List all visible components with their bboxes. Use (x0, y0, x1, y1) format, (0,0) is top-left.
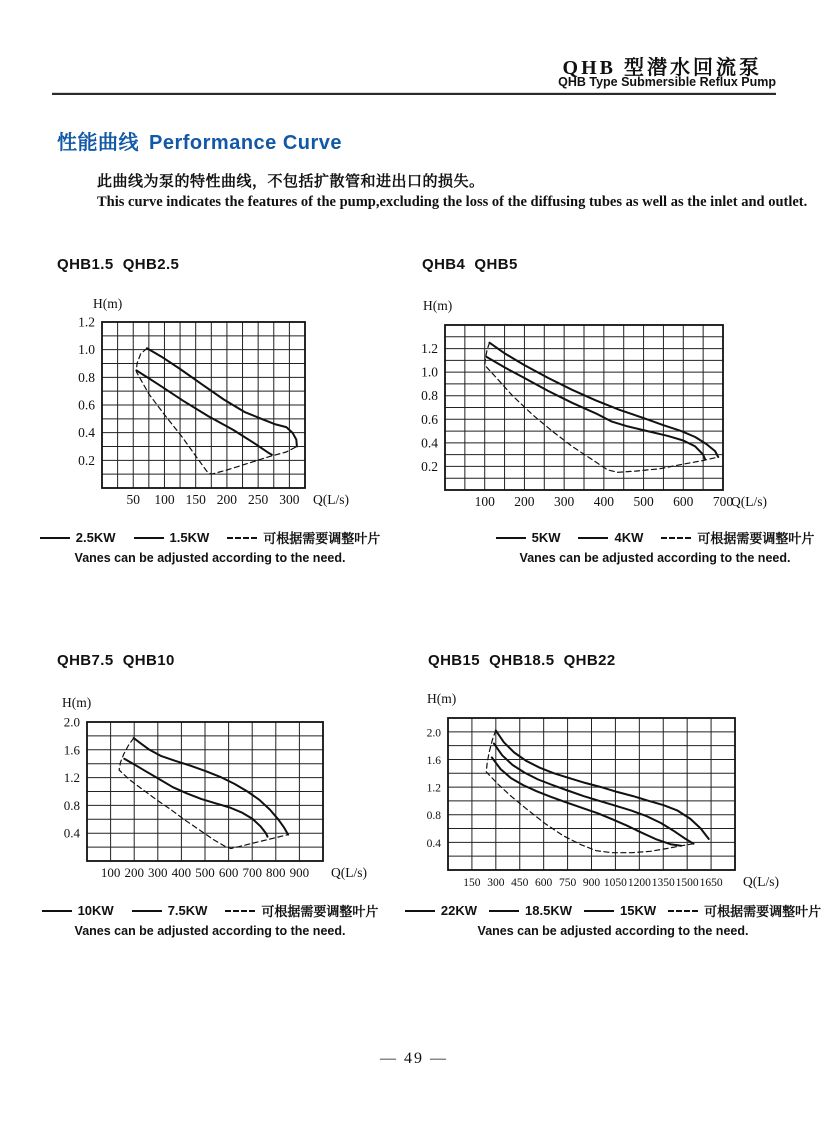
intro-text-en: This curve indicates the features of the pump,excluding the loss of the diffusing tubes as well as the inlet and outlet. (97, 194, 808, 210)
legend-qhb15-18-5-22 (408, 901, 822, 938)
dashed-line-sample (668, 910, 698, 912)
legend-row (485, 528, 825, 547)
legend-row (35, 901, 385, 920)
legend-qhb1-5-2-5 (40, 528, 380, 565)
svg-text:100: 100 (154, 492, 175, 507)
svg-text:H(m): H(m) (427, 691, 457, 706)
svg-text:0.6: 0.6 (78, 397, 95, 413)
solid-line-sample (134, 537, 164, 539)
svg-text:0.4: 0.4 (78, 425, 95, 441)
svg-text:2.0: 2.0 (426, 727, 441, 740)
legend-item (134, 530, 210, 545)
svg-text:800: 800 (266, 865, 286, 880)
legend-label: 5KW (531, 530, 561, 545)
svg-text:600: 600 (218, 865, 239, 880)
legend-item (227, 528, 380, 547)
legend-item (496, 530, 561, 545)
legend-note: Vanes can be adjusted according to the need. (477, 924, 749, 938)
svg-text:200: 200 (514, 494, 535, 509)
header-title-zh: QHB 型潜水回流泵 (562, 57, 762, 79)
svg-text:500: 500 (633, 494, 654, 509)
svg-text:1050: 1050 (603, 877, 627, 889)
svg-text:Q(L/s): Q(L/s) (313, 492, 349, 507)
legend-item (40, 530, 116, 545)
legend-label: 可根据需要调整叶片 (697, 531, 815, 546)
svg-text:500: 500 (195, 865, 215, 880)
legend-label: 可根据需要调整叶片 (704, 904, 822, 919)
svg-text:700: 700 (712, 494, 734, 509)
legend-item (668, 901, 821, 920)
svg-text:1.6: 1.6 (426, 754, 441, 767)
legend-item (661, 528, 814, 547)
legend-label: 22KW (440, 903, 478, 918)
performance-chart-qhb7-5-10 (50, 685, 390, 885)
dashed-line-sample (225, 910, 255, 912)
solid-line-sample (578, 537, 608, 539)
svg-text:H(m): H(m) (62, 695, 92, 710)
svg-text:300: 300 (148, 865, 168, 880)
chart-title-qhb4-5: QHB4 QHB5 (422, 256, 518, 273)
legend-note: Vanes can be adjusted according to the need. (74, 924, 346, 938)
svg-text:100: 100 (474, 494, 495, 509)
performance-chart-qhb1-5-2-5 (55, 288, 365, 513)
legend-qhb7-5-10 (35, 901, 385, 938)
svg-text:300: 300 (279, 492, 300, 507)
svg-text:1.0: 1.0 (421, 364, 438, 380)
svg-text:0.8: 0.8 (63, 797, 80, 813)
legend-label: 15KW (619, 903, 657, 918)
legend-label: 1.5KW (169, 530, 210, 545)
svg-text:600: 600 (535, 877, 553, 889)
svg-text:250: 250 (248, 492, 269, 507)
chart-title-qhb1-5-2-5: QHB1.5 QHB2.5 (57, 256, 180, 273)
svg-text:900: 900 (582, 877, 601, 889)
section-title-zh: 性能曲线 (57, 132, 139, 154)
header-title-en: QHB Type Submersible Reflux Pump (558, 75, 776, 89)
svg-text:1.2: 1.2 (63, 770, 80, 786)
section-title-en: Performance Curve (149, 132, 343, 154)
legend-label: 10KW (77, 903, 114, 918)
legend-item (584, 903, 656, 918)
svg-text:50: 50 (126, 492, 140, 507)
legend-label: 可根据需要调整叶片 (263, 531, 381, 546)
svg-text:300: 300 (554, 494, 575, 509)
legend-item (225, 901, 378, 920)
section-title (57, 126, 342, 155)
solid-line-sample (42, 910, 72, 912)
svg-text:400: 400 (593, 494, 614, 509)
solid-line-sample (496, 537, 526, 539)
svg-text:1.2: 1.2 (426, 782, 441, 795)
svg-text:200: 200 (124, 865, 144, 880)
svg-text:450: 450 (511, 877, 529, 889)
svg-text:0.8: 0.8 (78, 369, 95, 385)
svg-text:1.0: 1.0 (78, 342, 95, 358)
legend-item (42, 903, 114, 918)
svg-text:1.6: 1.6 (63, 742, 80, 758)
svg-text:900: 900 (289, 865, 310, 880)
svg-text:150: 150 (463, 877, 481, 889)
svg-text:1350: 1350 (651, 877, 675, 889)
legend-label: 可根据需要调整叶片 (261, 904, 379, 919)
svg-text:0.8: 0.8 (426, 810, 441, 823)
solid-line-sample (132, 910, 162, 912)
solid-line-sample (489, 910, 519, 912)
svg-text:750: 750 (558, 877, 577, 889)
svg-text:300: 300 (487, 877, 505, 889)
svg-text:400: 400 (171, 865, 192, 880)
svg-text:150: 150 (185, 492, 206, 507)
legend-label: 18.5KW (525, 903, 572, 918)
svg-text:0.4: 0.4 (63, 825, 80, 841)
legend-row (40, 528, 380, 547)
svg-text:600: 600 (673, 494, 694, 509)
svg-text:0.4: 0.4 (421, 435, 438, 451)
svg-text:0.2: 0.2 (421, 458, 438, 474)
svg-text:Q(L/s): Q(L/s) (731, 494, 767, 509)
svg-text:0.6: 0.6 (421, 411, 438, 427)
svg-text:2.0: 2.0 (63, 714, 80, 730)
svg-text:1500: 1500 (675, 877, 699, 889)
svg-text:1200: 1200 (627, 877, 651, 889)
legend-label: 7.5KW (167, 903, 208, 918)
legend-row (408, 901, 822, 920)
header-divider (52, 92, 776, 95)
svg-text:0.8: 0.8 (421, 388, 438, 404)
solid-line-sample (405, 910, 435, 912)
intro-text-zh: 此曲线为泵的特性曲线，不包括扩散管和进出口的损失。 (97, 173, 485, 190)
legend-qhb4-5 (485, 528, 825, 565)
svg-text:0.2: 0.2 (78, 452, 95, 468)
legend-note: Vanes can be adjusted according to the need. (74, 551, 346, 565)
svg-text:Q(L/s): Q(L/s) (331, 865, 367, 880)
legend-item (578, 530, 643, 545)
legend-label: 2.5KW (75, 530, 116, 545)
legend-item (405, 903, 477, 918)
solid-line-sample (584, 910, 614, 912)
performance-chart-qhb15-18-5-22 (415, 682, 825, 892)
legend-item (132, 903, 208, 918)
chart-title-qhb7-5-10: QHB7.5 QHB10 (57, 652, 175, 669)
svg-text:Q(L/s): Q(L/s) (743, 874, 779, 889)
svg-text:200: 200 (216, 492, 238, 507)
legend-note: Vanes can be adjusted according to the need. (519, 551, 791, 565)
legend-label: 4KW (614, 530, 644, 545)
svg-text:H(m): H(m) (93, 296, 123, 311)
page-number: — 49 — (380, 1050, 448, 1067)
performance-chart-qhb4-5 (415, 288, 815, 513)
svg-text:1.2: 1.2 (78, 314, 95, 330)
svg-text:1.2: 1.2 (421, 341, 438, 357)
svg-text:1650: 1650 (699, 877, 723, 889)
svg-text:100: 100 (100, 865, 121, 880)
solid-line-sample (40, 537, 70, 539)
dashed-line-sample (227, 537, 257, 539)
svg-text:H(m): H(m) (423, 298, 453, 313)
dashed-line-sample (661, 537, 691, 539)
svg-text:700: 700 (242, 865, 262, 880)
legend-item (489, 903, 572, 918)
svg-text:0.4: 0.4 (426, 837, 441, 850)
chart-title-qhb15-18-5-22: QHB15 QHB18.5 QHB22 (428, 652, 616, 669)
